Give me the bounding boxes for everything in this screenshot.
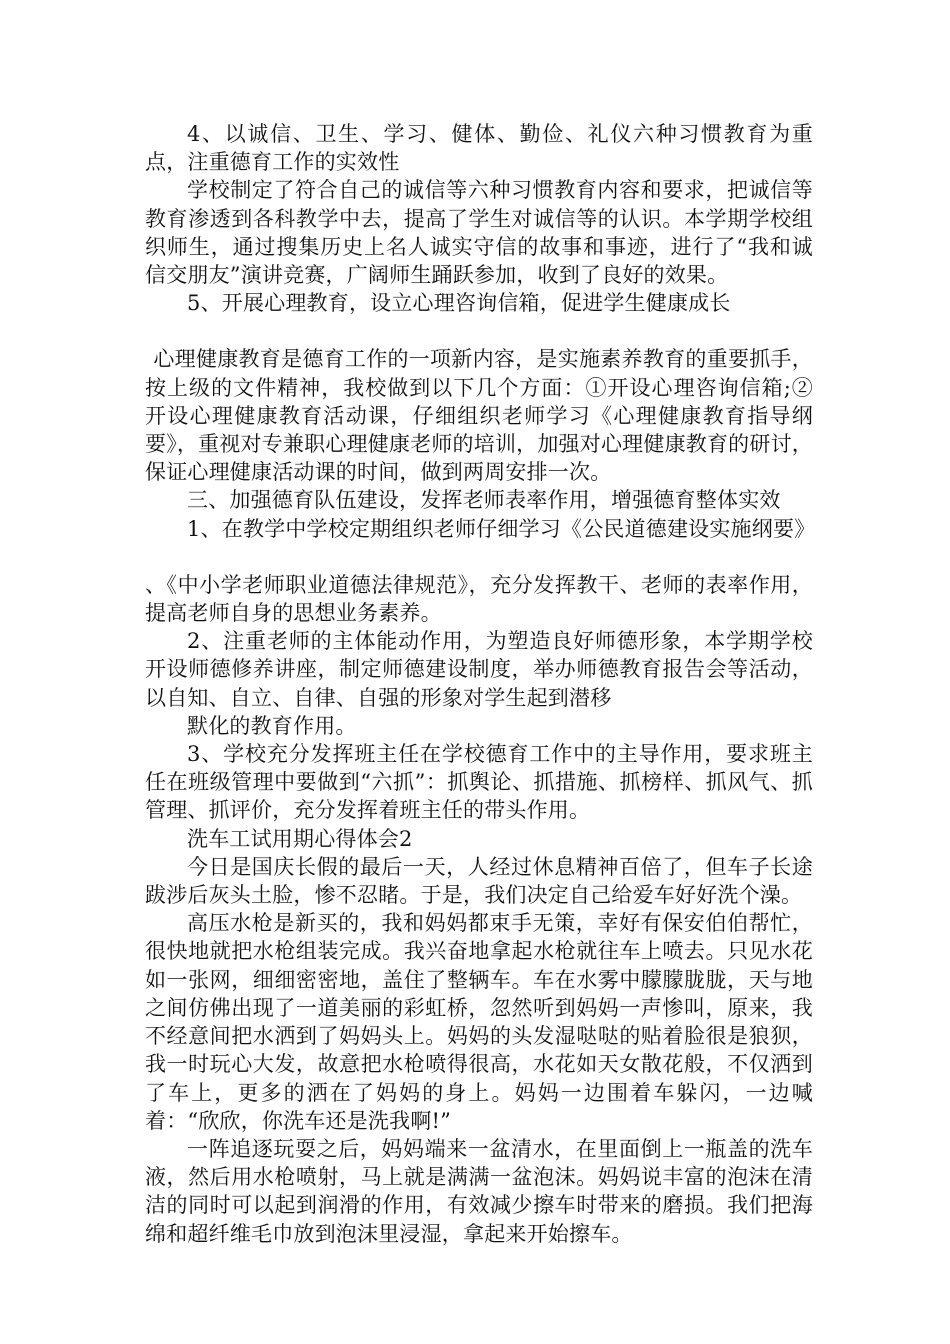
item-teacher-initiative: 2、注重老师的主体能动作用，为塑造良好师德形象，本学期学校开设师德修养讲座，制定师德建设制度，举办师德教育报告会等活动，以自知、自立、自律、自强的形象对学生起到潜移 (145, 629, 813, 710)
item-teacher-study-continued: 、《中小学老师职业道德法律规范》，充分发挥教干、老师的表率作用，提高老师自身的思想业务素养。 (145, 572, 813, 626)
blank-line (145, 317, 813, 345)
section-heading-staff-building: 三、加强德育队伍建设，发挥老师表率作用，增强德育整体实效 (187, 488, 781, 513)
document-page (145, 120, 816, 1248)
paragraph-foam-washing: 一阵追逐玩耍之后，妈妈端来一盆清水，在里面倒上一瓶盖的洗车液，然后用水枪喷射，马上就是满满一盆泡沫。妈妈说丰富的泡沫在清洁的同时可以起到润滑的作用，有效减少擦车时带来的磨损。我们把海绵和超纤维毛巾放到泡沫里浸湿，拿起来开始擦车。 (145, 1136, 813, 1246)
paragraph-water-gun: 高压水枪是新买的，我和妈妈都束手无策，幸好有保安伯伯帮忙，很快地就把水枪组装完成。我兴奋地拿起水枪就往车上喷去。只见水花如一张网，细细密密地，盖住了整辆车。车在水雾中朦朦胧胧，天与地之间仿佛出现了一道美丽的彩虹桥，忽然听到妈妈一声惨叫，原来，我不经意间把水洒到了妈妈头上。妈妈的头发湿哒哒的贴着脸很是狼狈，我一时玩心大发，故意把水枪喷得很高，水花如天女散花般，不仅洒到了车上，更多的洒在了妈妈的身上。妈妈一边围着车躲闪，一边喊着：“欣欣，你洗车还是洗我啊!” (145, 911, 813, 1133)
item-teacher-study: 1、在教学中学校定期组织老师仔细学习《公民道德建设实施纲要》 (187, 516, 816, 541)
section-heading-psychology: 5、开展心理教育，设立心理咨询信箱，促进学生健康成长 (187, 291, 731, 316)
article-title-car-wash: 洗车工试用期心得体会2 (187, 826, 413, 851)
paragraph-honesty-education: 学校制定了符合自己的诚信等六种习惯教育内容和要求，把诚信等教育渗透到各科教学中去，提高了学生对诚信等的认识。本学期学校组织师生，通过搜集历史上名人诚实守信的故事和事迹，进行了“我和诚信交朋友”演讲竞赛，广阔师生踊跃参加，收到了良好的效果。 (145, 178, 813, 288)
item-teacher-initiative-continued: 默化的教育作用。 (187, 713, 357, 738)
section-heading-honesty-habits: 4、以诚信、卫生、学习、健体、勤俭、礼仪六种习惯教育为重点，注重德育工作的实效性 (145, 122, 813, 175)
paragraph-psychology-education: 心理健康教育是德育工作的一项新内容，是实施素养教育的重要抓手，按上级的文件精神，我校做到以下几个方面：①开设心理咨询信箱;② 开设心理健康教育活动课，仔细组织老师学习《心理健康教育指导纲要》，重视对专兼职心理健康老师的培训，加强对心理健康教育的研讨，保证心理健康活动课的时间，做到两周安排一次。 (145, 347, 813, 485)
blank-line (145, 543, 813, 571)
item-class-teacher-role: 3、学校充分发挥班主任在学校德育工作中的主导作用，要求班主任在班级管理中要做到“六抓”：抓舆论、抓措施、抓榜样、抓风气、抓管理、抓评价，充分发挥着班主任的带头作用。 (145, 742, 813, 823)
paragraph-holiday-last-day: 今日是国庆长假的最后一天，人经过休息精神百倍了，但车子长途跋涉后灰头土脸，惨不忍睹。于是，我们决定自己给爱车好好洗个澡。 (145, 854, 813, 908)
